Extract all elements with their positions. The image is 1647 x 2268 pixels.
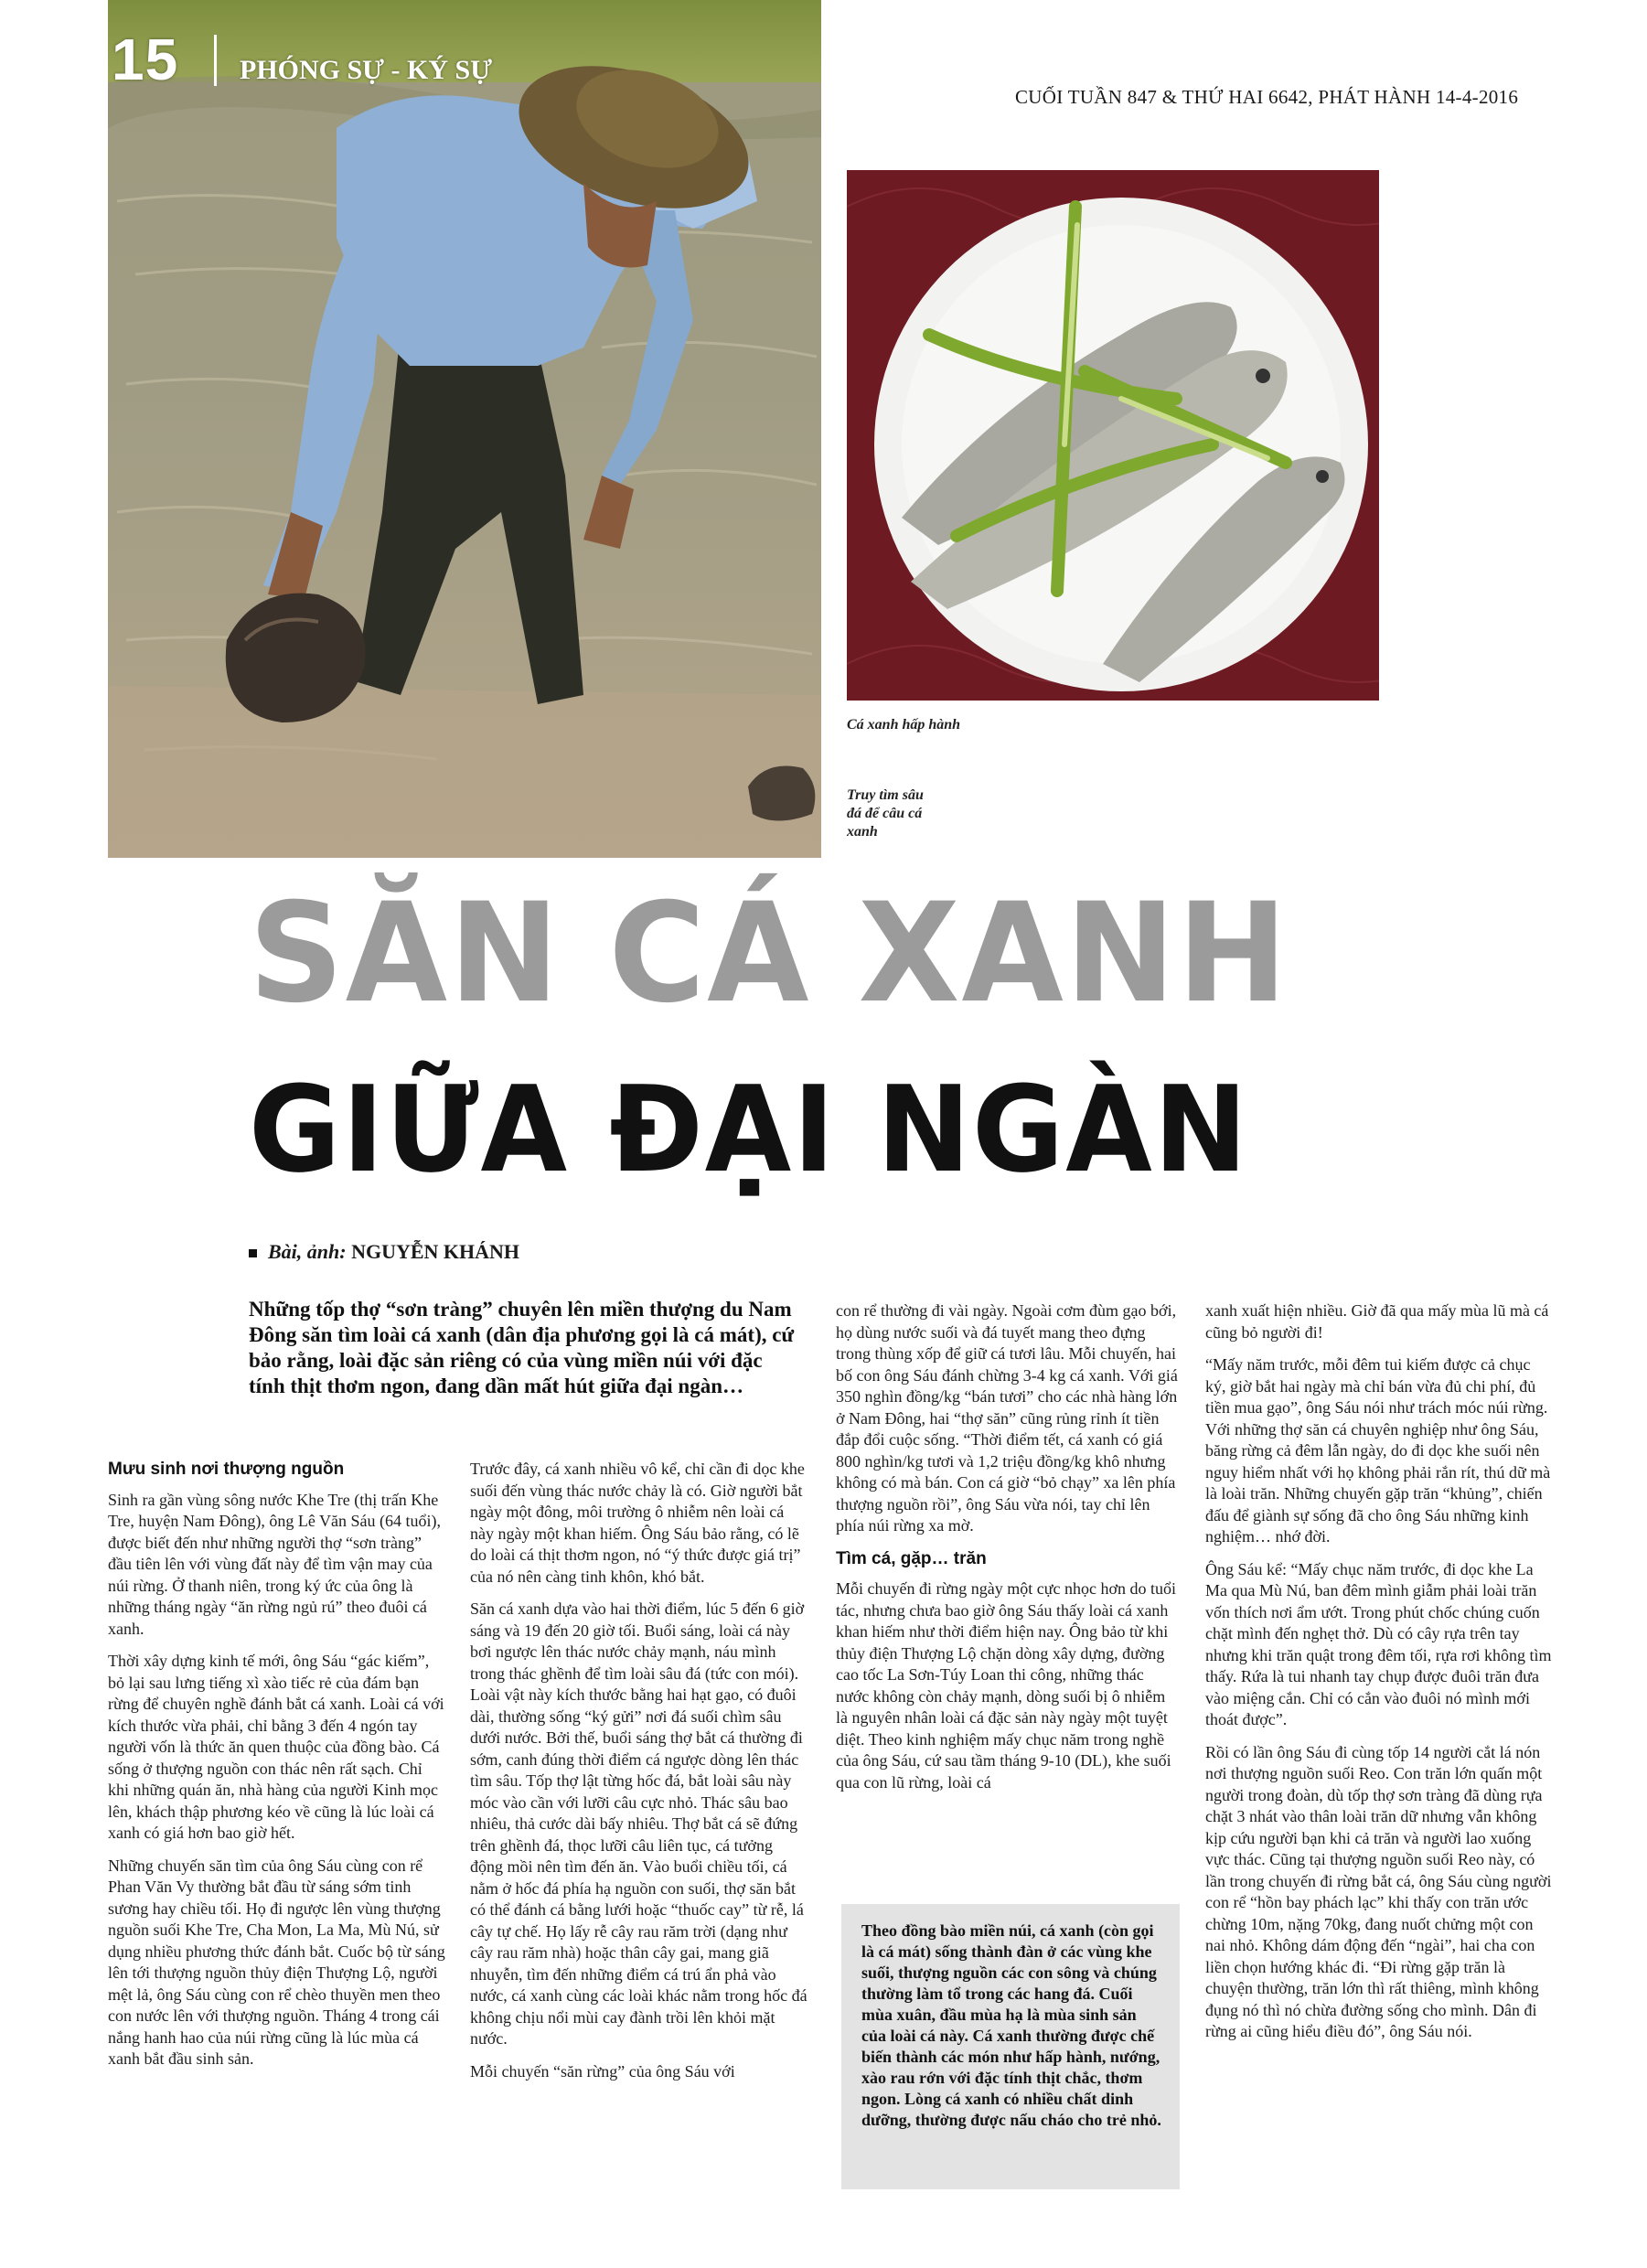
info-callout-box (841, 1904, 1180, 2189)
lead-paragraph (249, 1297, 797, 1399)
paragraph: Thời xây dựng kinh tế mới, ông Sáu “gác kiếm”, bỏ lại sau lưng tiếng xì xào tiếc rẻ của đám bạn rừng để chuyên nghề đánh bắt cá xanh. Loài cá với kích thước vừa phải, chỉ bằng 3 đến 4 ngón tay người vốn là thức ăn quen thuộc của đồng bào. Cá sống ở thượng nguồn con thác nên rất sạch. Chỉ khi những quán ăn, nhà hàng của người Kinh mọc lên, khách thập phương kéo về cũng là lúc loài cá xanh có giá hơn bao giờ hết. (108, 1652, 444, 1842)
lead-text: Những tốp thợ “sơn tràng” chuyên lên miền thượng du Nam Đông săn tìm loài cá xanh (dân địa phương gọi là cá mát), cứ bảo rằng, loài đặc sản riêng có của vùng miền núi với đặc tính thịt thơm ngon, đang dần mất hút giữa đại ngàn… (249, 1298, 795, 1397)
callout-text: Theo đồng bào miền núi, cá xanh (còn gọi là cá mát) sống thành đàn ở các vùng khe suối, thượng nguồn các con sông và chúng thường làm tổ trong các hang đá. Cuối mùa xuân, đầu mùa hạ là mùa sinh sản của loài cá này. Cá xanh thường được chế biến thành các món như hấp hành, nướng, xào rau rớn với đặc tính thịt chắc, thơm ngon. Lòng cá xanh có nhiều chất dinh dưỡng, thường được nấu cháo cho trẻ nhỏ. (861, 1921, 1161, 2129)
paragraph: “Mấy năm trước, mỗi đêm tui kiếm được cả chục ký, giờ bắt hai ngày mà chỉ bán vừa đủ chi phí, đủ tiền mua gạo”, ông Sáu nói như trách móc núi rừng. Với những thợ săn cá chuyên nghiệp như ông Sáu, băng rừng cả đêm lẫn ngày, do đi dọc khe suối nên nguy hiểm nhất với họ không phải rắn rít, thú dữ mà là loài trăn. Những chuyến gặp trăn “khủng”, chiến đấu để giành sự sống đã cho ông Sáu những kinh nghiệm… nhớ đời. (1205, 1355, 1551, 1546)
byline-author: NGUYỄN KHÁNH (351, 1240, 520, 1263)
caption-main-photo: Truy tìm sâu đá để câu cá xanh (847, 787, 924, 840)
subhead-livelihood: Mưu sinh nơi thượng nguồn (108, 1460, 345, 1479)
headline-line-1: SĂN CÁ XANH (249, 874, 1289, 1033)
river-photo-illustration (108, 0, 821, 858)
paragraph: Săn cá xanh dựa vào hai thời điểm, lúc 5 đến 6 giờ sáng và 19 đến 20 giờ tối. Buổi sáng, loài cá này bơi ngược lên thác nước chảy mạnh, náu mình trong thác ghềnh để tìm loài sâu đá (tức con mói). Loài vật này kích thước bằng hai hạt gạo, có đuôi dài, thường sống “ký gửi” nơi đá suối chìm sâu dưới nước. Bởi thế, buổi sáng thợ bắt cá thường đi sớm, canh đúng thời điểm cá ngược dòng lên thác tìm sâu. Tốp thợ lật từng hốc đá, bắt loài sâu này móc vào cần với lưỡi câu cực nhỏ. Thác sâu bao nhiêu, thả cước dài bấy nhiêu. Thợ bắt cá sẽ đứng trên ghềnh đá, thọc lưỡi câu liên tục, cá tưởng động mồi nên tìm đến ăn. Vào buổi chiều tối, cá nằm ở hốc đá phía hạ nguồn con suối, thợ săn bắt có thể đánh cá bằng lưới hoặc “thuốc cay” từ rễ, lá cây tự chế. Họ lấy rễ cây rau răm trời (dạng như cây rau răm nhà) hoặc thân cây gai, mang giã nhuyễn, tìm đến những điểm cá trú ẩn phả vào nước, cá xanh cùng các loài khác nằm trong hốc đá không chịu nổi mùi cay đành trồi lên khỏi mặt nước. (470, 1599, 807, 2048)
article-column-4 (1205, 1300, 1553, 2054)
paragraph: Rồi có lần ông Sáu đi cùng tốp 14 người cắt lá nón nơi thượng nguồn suối Reo. Con trăn lớn quấn một người trong đoàn, dù tốp thợ sơn tràng đã dùng rựa chặt 3 nhát vào thân loài trăn dữ nhưng vẫn không kịp cứu người bạn khi cả trăn và người lao xuống vực thác. Cũng tại thượng nguồn suối Reo này, có lần trong chuyến đi rừng bắt cá, ông Sáu cùng người con rể “hồn bay phách lạc” khi thấy con trăn ước chừng 10m, nặng 70kg, đang nuốt chửng một con nai nhỏ. Không dám động đến “ngài”, hai cha con liền chọn hướng khác đi. “Đi rừng gặp trăn là chuyện thường, trăn lớn thì rất thiêng, mình không đụng nó thì nó chừa đường sống cho mình. Dân đi rừng ai cũng hiểu điều đó”, ông Sáu nói. (1205, 1742, 1552, 2040)
article-column-3 (836, 1300, 1180, 1804)
subhead-python: Tìm cá, gặp… trăn (836, 1548, 987, 1568)
paragraph: con rể thường đi vài ngày. Ngoài cơm đùm gạo bới, họ dùng nước suối và đá tuyết mang theo đựng trong thùng xốp để giữ cá tươi lâu. Mỗi chuyến, hai bố con ông Sáu đánh chừng 3-4 kg cá xanh. Với giá 350 nghìn đồng/kg “bán tươi” cho các nhà hàng lớn ở Nam Đông, hai “thợ săn” cũng rủng rỉnh ít tiền đắp đổi cuộc sống. “Thời điểm tết, cá xanh có giá 800 nghìn/kg tươi và 1,2 triệu đồng/kg khô nhưng không có mà bán. Con cá giờ “bỏ chạy” xa lên phía thượng nguồn rồi”, ông Sáu vừa nói, tay chỉ lên phía núi rừng xa mờ. (836, 1301, 1178, 1535)
header-separator (214, 35, 217, 86)
paragraph: Ông Sáu kể: “Mấy chục năm trước, đi dọc khe La Ma qua Mù Nú, ban đêm mình giẫm phải loài trăn vốn thích nơi ẩm ướt. Trong phút chốc chúng cuốn chặt mình đến nghẹt thở. Dù có cây rựa trên tay nhưng khi trăn quật trong đêm tối, rựa rơi không tìm thấy. Rứa là tui nhanh tay chụp được đuôi trăn đưa vào miệng cắn. Chỉ có cắn vào đuôi nó mình mới thoát được”. (1205, 1559, 1552, 1728)
paragraph: Mỗi chuyến “săn rừng” của ông Sáu với (470, 2061, 735, 2081)
article-column-1 (108, 1459, 446, 2081)
byline-prefix: Bài, ảnh: (268, 1240, 347, 1263)
article-column-2 (470, 1459, 808, 2093)
photo-fisherman-river (108, 0, 821, 858)
paragraph: Trước đây, cá xanh nhiều vô kể, chỉ cần đi dọc khe suối đến vùng thác nước chảy là có. Giờ người bắt ngày một đông, môi trường ô nhiễm nên loài cá này ngày một khan hiếm. Ông Sáu bảo rằng, có lẽ do loài cá thịt thơm ngon, nó “ý thức được giá trị” của nó nên càng tinh khôn, khó bắt. (470, 1460, 805, 1586)
headline-line-2: GIỮA ĐẠI NGÀN (249, 1060, 1249, 1199)
issue-info: CUỐI TUẦN 847 & THỨ HAI 6642, PHÁT HÀNH 14-4-2016 (1015, 86, 1519, 108)
section-label: PHÓNG SỰ - KÝ SỰ (240, 55, 493, 85)
fish-dish-illustration (847, 170, 1379, 701)
paragraph: xanh xuất hiện nhiều. Giờ đã qua mấy mùa lũ mà cá cũng bỏ người đi! (1205, 1301, 1549, 1342)
paragraph: Những chuyến săn tìm của ông Sáu cùng con rể Phan Văn Vy thường bắt đầu từ sáng sớm tinh sương hay chiều tối. Họ đi ngược lên vùng thượng nguồn suối Khe Tre, Cha Mon, La Ma, Mù Nú, sử dụng nhiều phương thức đánh bắt. Cuốc bộ từ sáng lên tới thượng nguồn thủy điện Thượng Lộ, người mệt lả, ông Sáu cùng con rể chèo thuyền men theo con nước lên với thượng nguồn. Tháng 4 trong cái nắng hanh hao của núi rừng cũng là lúc mùa cá xanh bắt đầu sinh sản. (108, 1856, 445, 2068)
photo-steamed-fish (847, 170, 1379, 701)
byline (249, 1240, 519, 1264)
page-number: 15 (112, 27, 179, 92)
paragraph: Mỗi chuyến đi rừng ngày một cực nhọc hơn do tuổi tác, nhưng chưa bao giờ ông Sáu thấy loài cá xanh khan hiếm như thời điểm hiện nay. Ông bảo từ khi thủy điện Thượng Lộ chặn dòng xây dựng, đường cao tốc La Sơn-Túy Loan thi công, những thác nước không còn chảy mạnh, dòng suối bị ô nhiễm là nguyên nhân loài cá đặc sản này ngày một tuyệt diệt. Theo kinh nghiệm mấy chục năm trong nghề của ông Sáu, cứ sau tầm tháng 9-10 (DL), khe suối qua con lũ rừng, loài cá (836, 1579, 1176, 1792)
paragraph: Sinh ra gần vùng sông nước Khe Tre (thị trấn Khe Tre, huyện Nam Đông), ông Lê Văn Sáu (64 tuổi), được biết đến như những người thợ “sơn tràng” đầu tiên lên với vùng đất này để tìm vận may của núi rừng. Ở thanh niên, trong ký ức của ông là những tháng ngày “ăn rừng ngủ rú” theo đuôi cá xanh. (108, 1490, 441, 1638)
byline-bullet (249, 1249, 257, 1257)
caption-fish-photo: Cá xanh hấp hành (847, 717, 961, 733)
